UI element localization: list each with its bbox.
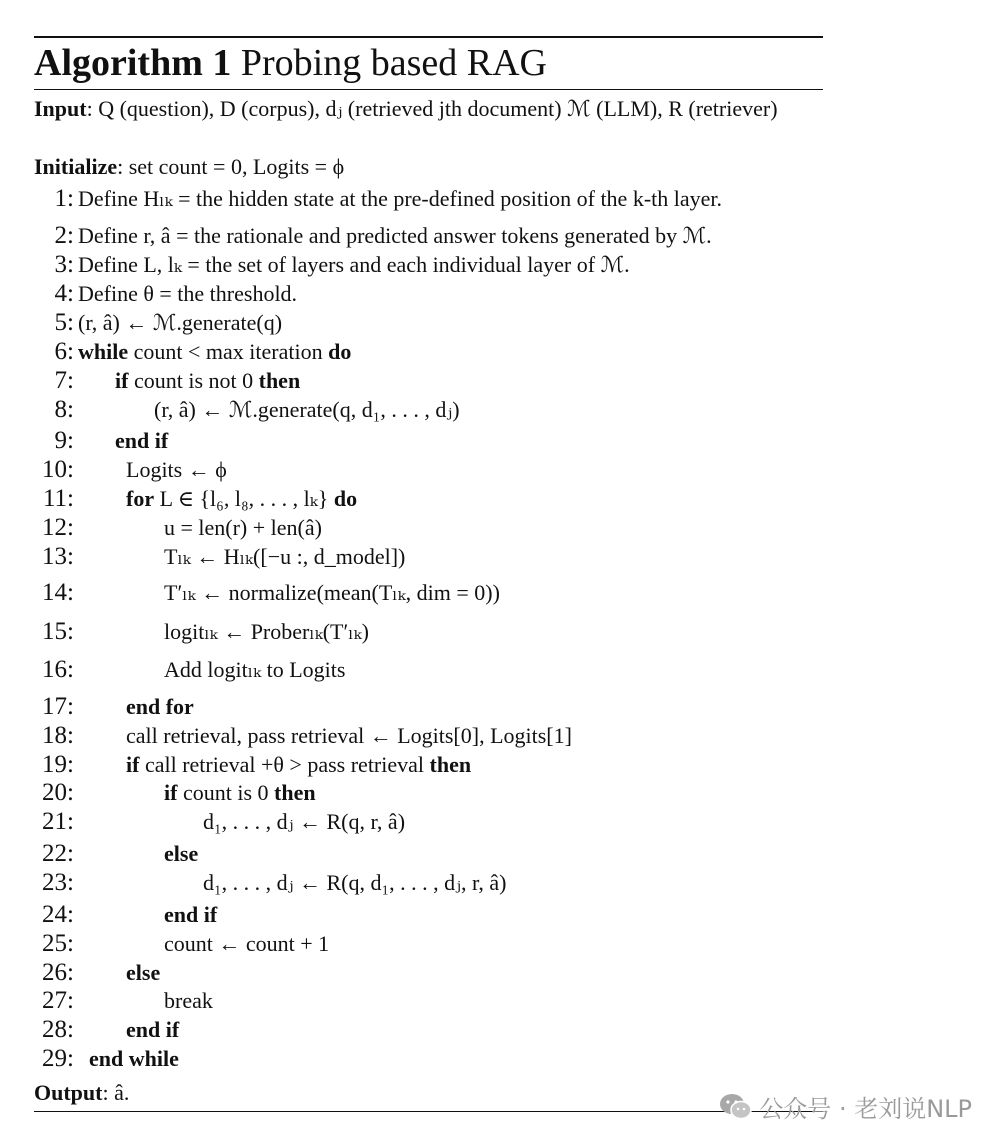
initialize-text: : set count = 0, Logits = ϕ [117,154,345,179]
line-text: call retrieval, pass retrieval ← Logits[0], Logits[1] [126,723,572,748]
algorithm-line [0,778,1000,808]
line-number: 27: [42,987,74,1014]
input-keyword: Input [34,96,87,121]
line-number: 28: [42,1016,74,1043]
algorithm-line [0,692,1000,722]
algorithm-line [0,395,1000,425]
line-text: end if [164,902,218,927]
output-keyword: Output [34,1080,103,1105]
line-text: count ← count + 1 [164,931,330,956]
algorithm-line [0,721,1000,751]
line-number: 4: [54,280,74,307]
line-number: 7: [54,367,74,394]
algorithm-line [0,455,1000,485]
line-text: Add logitₗₖ to Logits [164,657,346,682]
algorithm-line [0,750,1000,780]
algorithm-line [0,184,1000,214]
line-number: 18: [42,722,74,749]
line-number: 10: [42,456,74,483]
line-number: 13: [42,543,74,570]
line-number: 24: [42,901,74,928]
line-text: end while [89,1046,179,1071]
algorithm-line [0,542,1000,572]
algorithm-line [0,1015,1000,1045]
line-text: logitₗₖ ← Proberₗₖ(T′ₗₖ) [164,619,369,644]
line-number: 17: [42,693,74,720]
algorithm-line [0,250,1000,280]
line-text: Tₗₖ ← Hₗₖ([−u :, d_model]) [164,544,406,569]
algorithm-label: Algorithm 1 [34,42,232,84]
line-number: 9: [54,427,74,454]
line-text: else [126,960,161,985]
line-text: break [164,988,213,1013]
line-number: 29: [42,1045,74,1072]
title-rule [34,89,823,90]
line-number: 19: [42,751,74,778]
top-rule [34,36,823,38]
algorithm-line [0,839,1000,869]
line-number: 1: [54,185,74,212]
algorithm-line [0,221,1000,251]
line-number: 2: [54,222,74,249]
line-text: Logits ← ϕ [126,457,227,482]
algorithm-line [0,279,1000,309]
line-text: u = len(r) + len(â) [164,515,322,540]
algorithm-line [0,900,1000,930]
algorithm-line [0,1044,1000,1074]
line-number: 6: [54,338,74,365]
line-number: 22: [42,840,74,867]
line-text: Define θ = the threshold. [78,281,298,306]
input-line [34,96,834,122]
algorithm-line [0,655,1000,685]
line-number: 21: [42,808,74,835]
line-text: T′ₗₖ ← normalize(mean(Tₗₖ, dim = 0)) [164,580,500,605]
algorithm-line [0,578,1000,608]
line-text: if call retrieval +θ > pass retrieval then [126,752,472,777]
algorithm-line [0,426,1000,456]
line-number: 16: [42,656,74,683]
line-number: 25: [42,930,74,957]
line-text: (r, â) ← ℳ.generate(q) [78,310,283,335]
line-number: 23: [42,869,74,896]
line-text: Define r, â = the rationale and predicted answer tokens generated by ℳ. [78,223,712,248]
algorithm-line [0,868,1000,898]
algorithm-line [0,986,1000,1016]
watermark [719,1089,972,1124]
line-number: 5: [54,309,74,336]
input-text: : Q (question), D (corpus), dⱼ (retrieved jth document) ℳ (LLM), R (retriever) [86,96,778,121]
line-text: end if [126,1017,180,1042]
algorithm-line [0,617,1000,647]
line-text: if count is 0 then [164,780,316,805]
algorithm-line [0,929,1000,959]
line-text: (r, â) ← ℳ.generate(q, d₁, . . . , dⱼ) [154,397,460,422]
algorithm-title [34,40,547,86]
initialize-line [34,154,834,180]
line-number: 15: [42,618,74,645]
line-text: d₁, . . . , dⱼ ← R(q, r, â) [203,809,406,834]
initialize-keyword: Initialize [34,154,118,179]
line-number: 3: [54,251,74,278]
line-text: if count is not 0 then [115,368,301,393]
line-text: end for [126,694,194,719]
watermark-text: 公众号 · 老刘说NLP [759,1095,972,1123]
line-text: while count < max iteration do [78,339,352,364]
line-number: 12: [42,514,74,541]
algorithm-line [0,308,1000,338]
algorithm-name: Probing based RAG [240,42,547,84]
line-text: for L ∈ {l₆, l₈, . . . , lₖ} do [126,486,358,511]
output-line [34,1080,834,1106]
line-number: 11: [42,485,74,512]
algorithm-line [0,484,1000,514]
line-text: else [164,841,199,866]
bottom-rule [34,1111,823,1112]
algorithm-line [0,958,1000,988]
line-text: Define Hₗₖ = the hidden state at the pre-defined position of the k-th layer. [78,186,723,211]
algorithm-line [0,337,1000,367]
line-number: 14: [42,579,74,606]
line-text: end if [115,428,169,453]
line-number: 20: [42,779,74,806]
line-number: 8: [54,396,74,423]
line-text: Define L, lₖ = the set of layers and each individual layer of ℳ. [78,252,630,277]
line-number: 26: [42,959,74,986]
algorithm-line [0,807,1000,837]
output-text: : â. [102,1080,130,1105]
line-text: d₁, . . . , dⱼ ← R(q, d₁, . . . , dⱼ, r, â) [203,870,507,895]
algorithm-line [0,366,1000,396]
algorithm-line [0,513,1000,543]
wechat-icon [719,1092,753,1122]
